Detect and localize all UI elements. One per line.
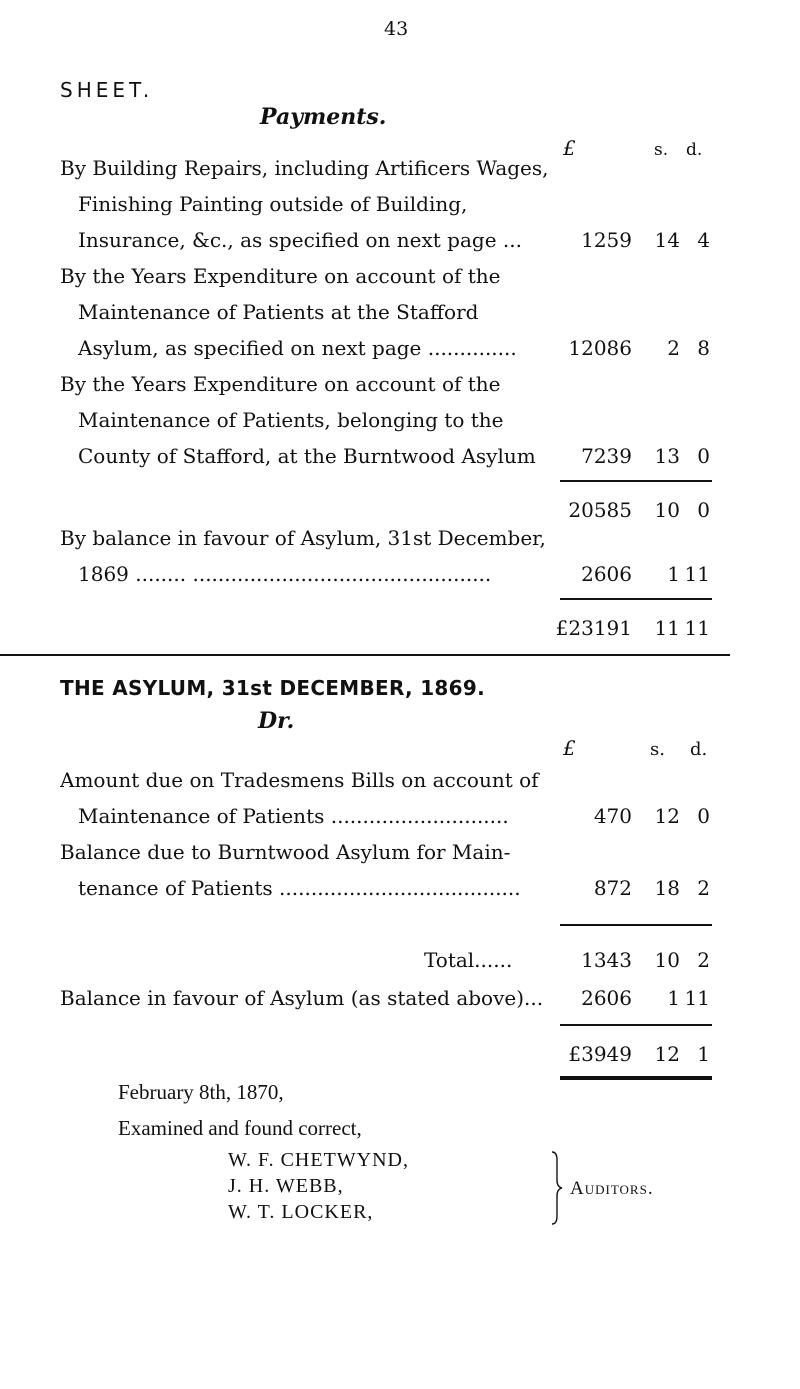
asylum-entry-1-pence: 0 (697, 804, 710, 828)
asylum-total-pence: 2 (697, 948, 710, 972)
asylum-shillings-header: s. (650, 739, 665, 760)
asylum-entry-2-line-2: tenance of Patients ...................................... (78, 876, 521, 900)
payments-total-shillings: 11 (654, 616, 680, 640)
payments-balance-shillings: 1 (667, 562, 680, 586)
payment-entry-1-pence: 4 (697, 228, 710, 252)
asylum-grand-total-rule (560, 1024, 712, 1026)
payments-subtotal-shillings: 10 (654, 498, 680, 522)
footer-examined: Examined and found correct, (118, 1116, 362, 1140)
payments-subtotal-rule (560, 480, 712, 482)
payment-entry-3-pounds: 7239 (581, 444, 632, 468)
payment-entry-1-shillings: 14 (654, 228, 680, 252)
asylum-entry-2-line-1: Balance due to Burntwood Asylum for Main- (60, 840, 511, 864)
payment-entry-2-pence: 8 (697, 336, 710, 360)
page-number: 43 (384, 18, 409, 40)
payments-balance-pounds: 2606 (581, 562, 632, 586)
asylum-pence-header: d. (690, 739, 708, 760)
auditor-2: J. H. WEBB, (228, 1175, 344, 1197)
asylum-final-rule (560, 1076, 712, 1080)
payment-entry-1-pounds: 1259 (581, 228, 632, 252)
asylum-total-shillings: 10 (654, 948, 680, 972)
asylum-total-rule (560, 924, 712, 926)
payments-total-pence: 11 (684, 616, 710, 640)
payment-entry-2-line-3: Asylum, as specified on next page .............. (78, 336, 517, 360)
auditors-label: Auditors. (570, 1178, 654, 1199)
payments-total-pounds: £23191 (555, 616, 632, 640)
asylum-entry-1-line-2: Maintenance of Patients ............................ (78, 804, 509, 828)
asylum-entry-1-line-1: Amount due on Tradesmens Bills on account of (60, 768, 539, 792)
sheet-label: SHEET. (60, 78, 154, 102)
payments-balance-line-2: 1869 ........ ............................................... (78, 562, 492, 586)
asylum-grand-total-shillings: 12 (654, 1042, 680, 1066)
payment-entry-3-line-1: By the Years Expenditure on account of the (60, 372, 501, 396)
payments-total-rule (560, 598, 712, 600)
payments-subtotal-pence: 0 (697, 498, 710, 522)
asylum-grand-total-pence: 1 (697, 1042, 710, 1066)
payments-balance-pence: 11 (684, 562, 710, 586)
payments-pounds-header: £ (563, 136, 576, 160)
payment-entry-2-pounds: 12086 (568, 336, 632, 360)
payments-pence-header: d. (686, 140, 703, 160)
asylum-entry-2-pence: 2 (697, 876, 710, 900)
asylum-balance-shillings: 1 (667, 986, 680, 1010)
payment-entry-2-shillings: 2 (667, 336, 680, 360)
payment-entry-1-line-1: By Building Repairs, including Artificers Wages, (60, 156, 549, 180)
auditor-1: W. F. CHETWYND, (228, 1149, 409, 1171)
section-divider (0, 654, 730, 656)
payment-entry-3-line-3: County of Stafford, at the Burntwood Asylum (78, 444, 536, 468)
payment-entry-2-line-2: Maintenance of Patients at the Stafford (78, 300, 479, 324)
asylum-balance-pence: 11 (684, 986, 710, 1010)
asylum-total-pounds: 1343 (581, 948, 632, 972)
asylum-entry-2-shillings: 18 (654, 876, 680, 900)
asylum-entry-1-pounds: 470 (593, 804, 632, 828)
payment-entry-3-pence: 0 (697, 444, 710, 468)
asylum-balance-pounds: 2606 (581, 986, 632, 1010)
auditors-brace (548, 1150, 564, 1226)
asylum-entry-1-shillings: 12 (654, 804, 680, 828)
asylum-grand-total-pounds: £3949 (568, 1042, 632, 1066)
asylum-pounds-header: £ (563, 736, 576, 760)
payments-heading: Payments. (260, 104, 387, 130)
footer-date: February 8th, 1870, (118, 1080, 284, 1104)
asylum-entry-2-pounds: 872 (593, 876, 632, 900)
asylum-title: THE ASYLUM, 31st DECEMBER, 1869. (60, 676, 485, 700)
payment-entry-3-line-2: Maintenance of Patients, belonging to the (78, 408, 504, 432)
asylum-side-label: Dr. (258, 708, 295, 734)
payment-entry-3-shillings: 13 (654, 444, 680, 468)
asylum-total-label: Total...... (424, 948, 513, 972)
asylum-balance-label: Balance in favour of Asylum (as stated above)... (60, 986, 544, 1010)
payments-subtotal-pounds: 20585 (568, 498, 632, 522)
payment-entry-1-line-3: Insurance, &c., as specified on next page ... (78, 228, 522, 252)
payment-entry-1-line-2: Finishing Painting outside of Building, (78, 192, 468, 216)
auditor-3: W. T. LOCKER, (228, 1201, 374, 1223)
payments-balance-line-1: By balance in favour of Asylum, 31st December, (60, 526, 546, 550)
payments-shillings-header: s. (654, 140, 669, 160)
payment-entry-2-line-1: By the Years Expenditure on account of the (60, 264, 501, 288)
